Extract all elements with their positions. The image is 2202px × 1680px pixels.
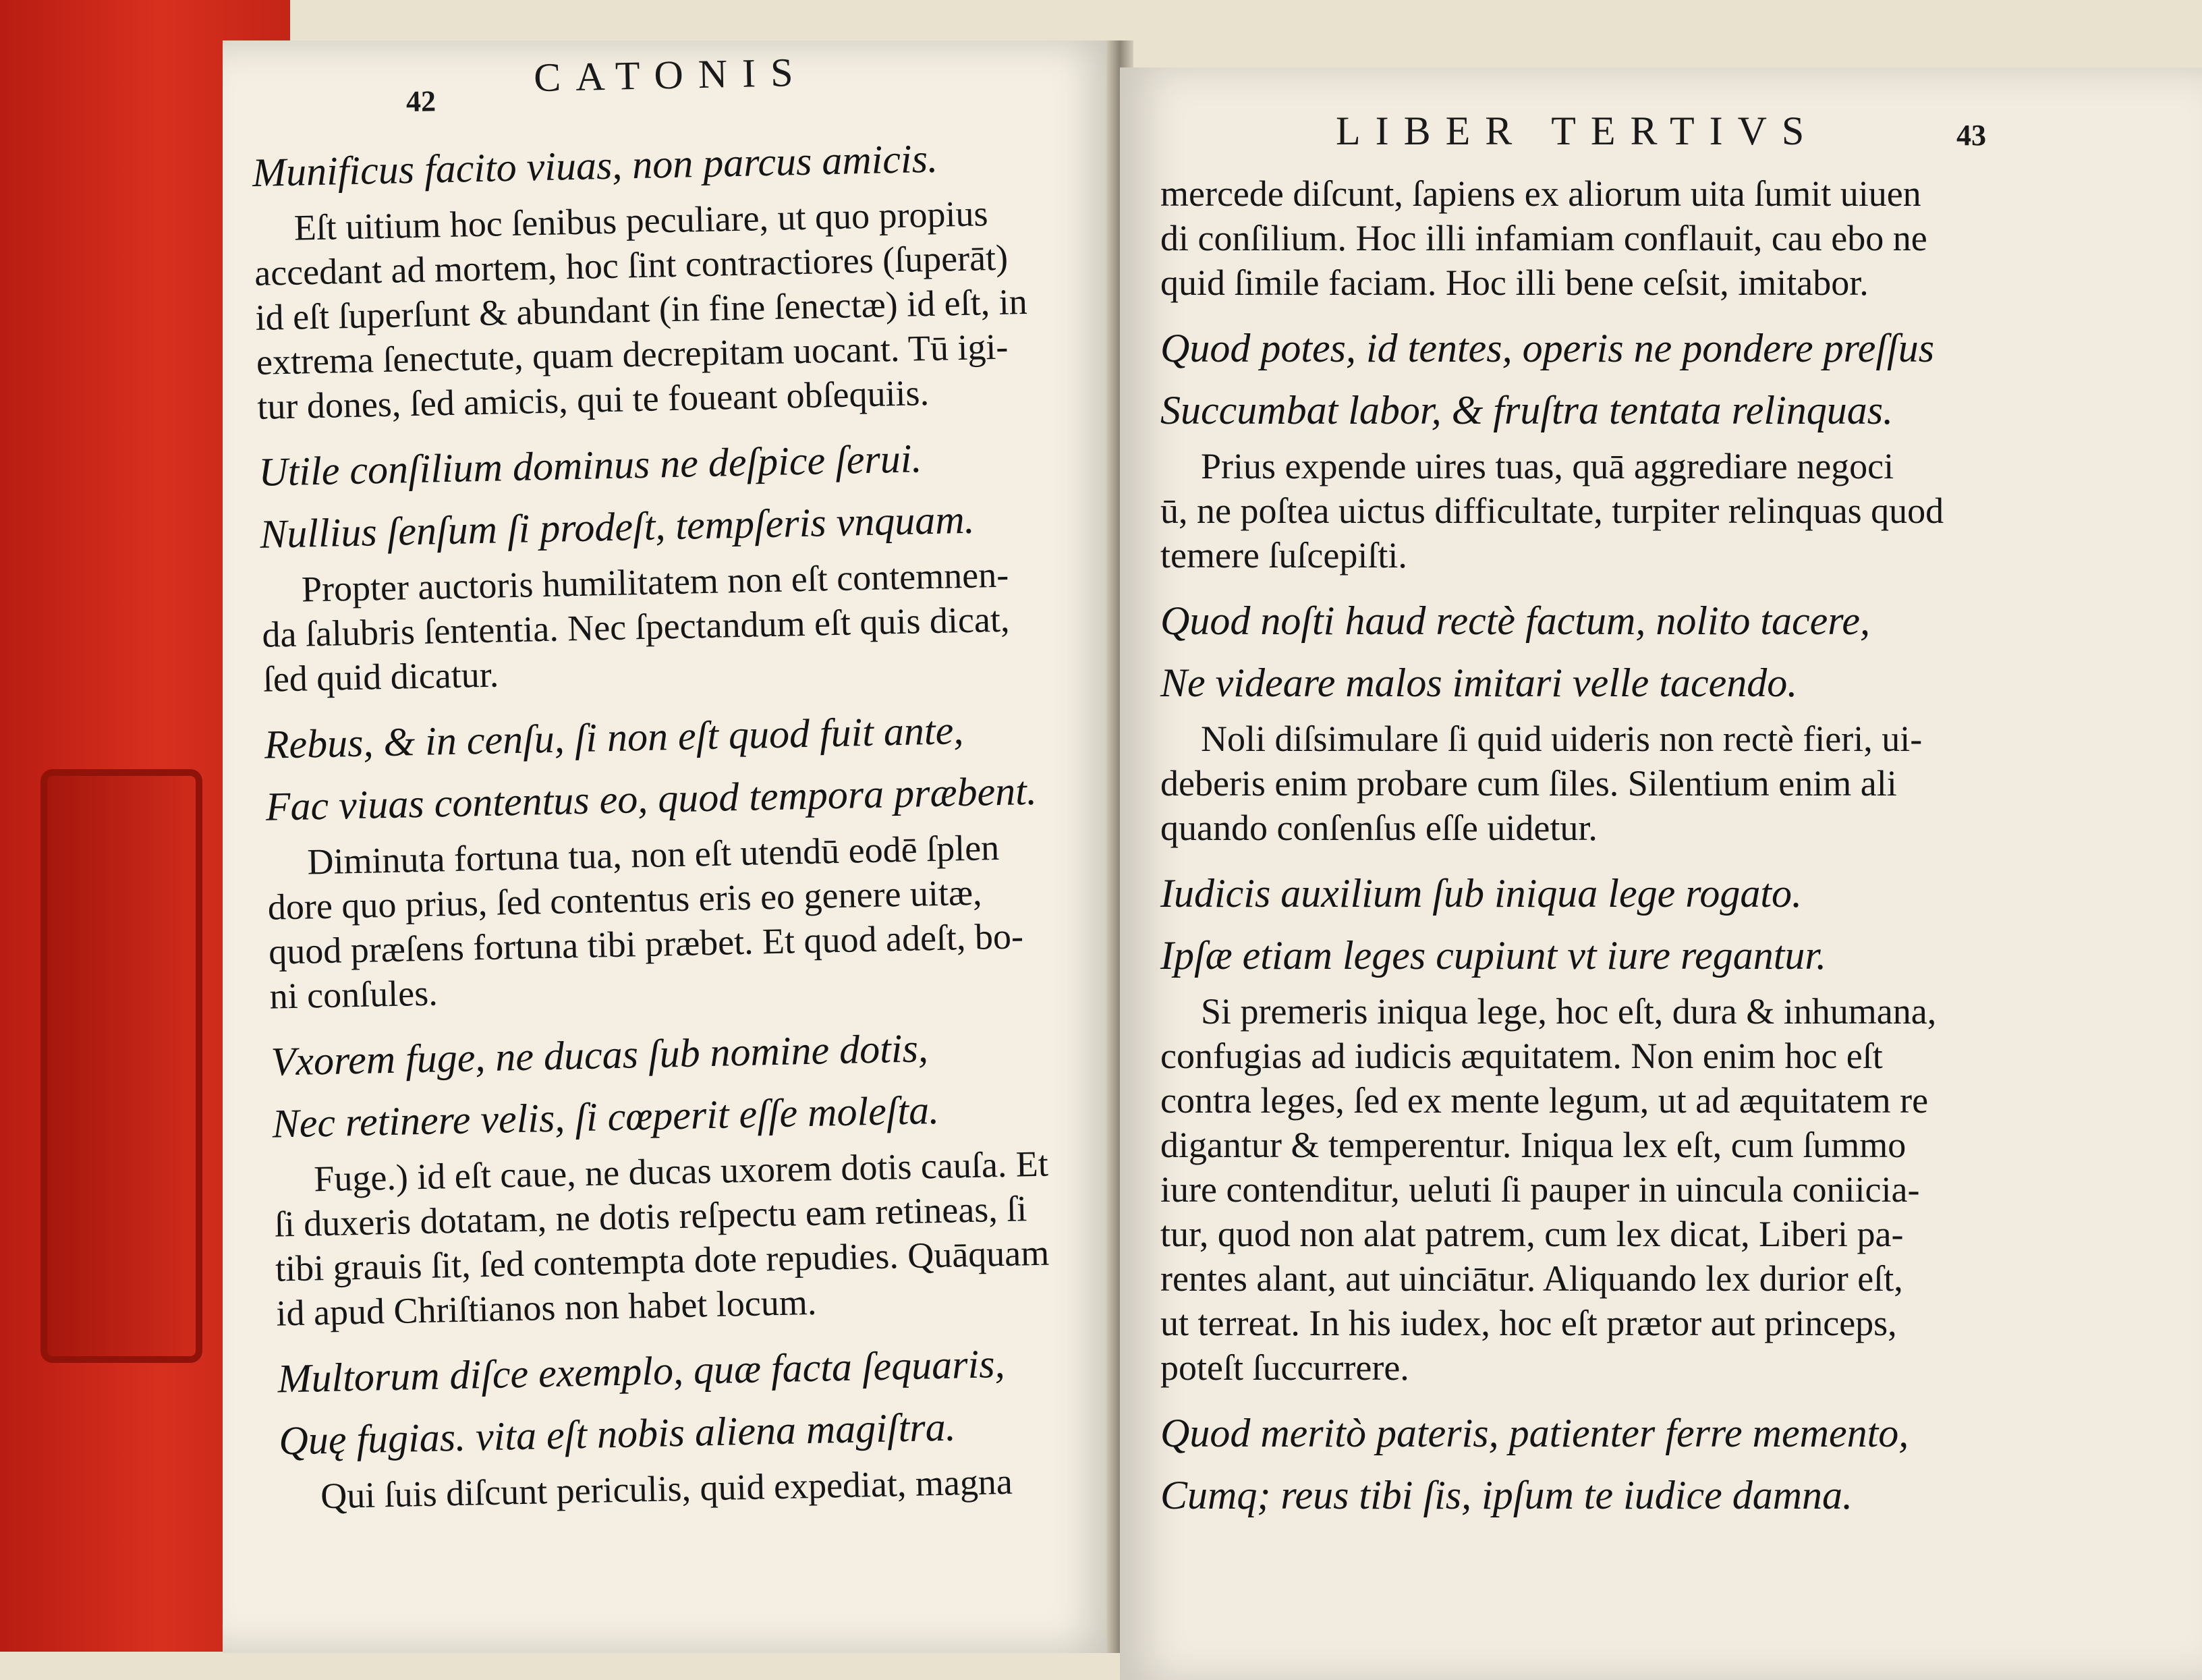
commentary-paragraph — [273, 1140, 1120, 1335]
running-head-right: LIBER TERTIVS — [1336, 109, 1819, 153]
commentary-line: Noli diſsimulare ſi quid uideris non rectè fieri, ui- — [1201, 719, 1923, 759]
commentary-line: poteſt ſuccurrere. — [1160, 1347, 1409, 1388]
commentary-line: tur, quod non alat patrem, cum lex dicat, Liberi pa- — [1160, 1214, 1904, 1254]
stand-slot — [40, 769, 202, 1363]
commentary-paragraph — [1160, 989, 2121, 1390]
commentary-line: tur dones, ſed amicis, qui te foueant obſequiis. — [256, 372, 930, 427]
commentary-line: mercede diſcunt, ſapiens ex aliorum uita ſumit uiuen — [1160, 173, 1921, 214]
right-page-body — [1160, 171, 2121, 1526]
commentary-line: di conſilium. Hoc illi infamiam conflauit, cau ebo ne — [1160, 218, 1927, 258]
verse-line: Ne videare malos imitari velle tacendo. — [1160, 661, 1798, 705]
verse-line: Munificus facito viuas, non parcus amicis. — [252, 136, 938, 195]
verse-line: Quod meritò pateris, patienter ferre memento, — [1160, 1411, 1909, 1455]
commentary-line: tibi grauis ſit, ſed contempta dote repudies. Quāquam — [275, 1232, 1050, 1289]
verse-line: Multorum diſce exemplo, quæ facta ſequaris, — [277, 1341, 1006, 1401]
verse-line: Nec retinere velis, ſi cœperit eſſe moleſta. — [271, 1087, 940, 1146]
commentary-line: contra leges, ſed ex mente legum, ut ad æquitatem re — [1160, 1080, 1929, 1121]
verse-line: Nullius ſenſum ſi prodeſt, tempſeris vnquam. — [259, 497, 976, 557]
commentary-line: rentes alant, aut uinciātur. Aliquando lex durior eſt, — [1160, 1258, 1903, 1299]
left-page-body — [252, 124, 1123, 1519]
commentary-paragraph — [1160, 717, 2121, 850]
right-page-header — [1160, 67, 2121, 169]
commentary-line: Si premeris iniqua lege, hoc eſt, dura & inhumana, — [1201, 991, 1937, 1032]
commentary-line: accedant ad mortem, hoc ſint contractiores (ſuperāt) — [254, 237, 1009, 293]
left-page — [223, 40, 1120, 1653]
commentary-paragraph — [1160, 444, 2121, 578]
verse-line: Vxorem fuge, ne ducas ſub nomine dotis, — [271, 1026, 929, 1084]
commentary-line: Eſt uitium hoc ſenibus peculiare, ut quo propius — [293, 193, 989, 248]
commentary-line: deberis enim probare cum ſiles. Silentium enim ali — [1160, 763, 1897, 804]
verse-line: Quod potes, id tentes, operis ne pondere preſſus — [1160, 326, 1935, 370]
commentary-paragraph — [266, 823, 1113, 1019]
page-number-right: 43 — [1956, 119, 1986, 152]
left-page-header — [250, 23, 1095, 142]
commentary-paragraph — [1160, 171, 2121, 305]
commentary-line: dore quo prius, ſed contentus eris eo genere uitæ, — [267, 872, 983, 928]
commentary-paragraph — [253, 189, 1101, 429]
running-head-left: CATONIS — [533, 49, 809, 101]
right-page — [1120, 67, 2202, 1680]
verse-line: Utile conſilium dominus ne deſpice ſerui. — [258, 436, 923, 495]
commentary-line: ſi duxeris dotatam, ne dotis reſpectu eam retineas, ſi — [274, 1188, 1027, 1245]
verse-line: Quod noſti haud rectè factum, nolito tacere, — [1160, 598, 1871, 643]
commentary-line: iure contenditur, ueluti ſi pauper in uincula coniicia- — [1160, 1169, 1920, 1210]
verse-line: Cumq; reus tibi ſis, ipſum te iudice damna. — [1160, 1473, 1853, 1517]
verse-line: Rebus, & in cenſu, ſi non eſt quod fuit ante, — [264, 708, 964, 767]
commentary-paragraph — [260, 551, 1106, 702]
commentary-line: Fuge.) id eſt caue, ne ducas uxorem dotis cauſa. Et — [313, 1143, 1049, 1200]
commentary-line: confugias ad iudicis æquitatem. Non enim hoc eſt — [1160, 1036, 1883, 1076]
commentary-line: Prius expende uires tuas, quā aggrediare negoci — [1201, 446, 1894, 486]
commentary-line: extrema ſenectute, quam decrepitam uocant. Tū igi- — [256, 326, 1009, 383]
commentary-line: da ſalubris ſententia. Nec ſpectandum eſt quis dicat, — [261, 598, 1010, 655]
verse-line: Quę fugias. vita eſt nobis aliena magiſtra. — [278, 1404, 957, 1463]
commentary-line: quid ſimile faciam. Hoc illi bene ceſsit, imitabor. — [1160, 262, 1869, 303]
verse-line: Iudicis auxilium ſub iniqua lege rogato. — [1160, 871, 1803, 916]
commentary-line: Diminuta fortuna tua, non eſt utendū eodē ſplen — [306, 827, 1000, 883]
commentary-line: ni conſules. — [269, 972, 439, 1017]
commentary-line: Propter auctoris humilitatem non eſt contemnen- — [301, 554, 1009, 610]
verse-line: Succumbat labor, & fruſtra tentata relinquas. — [1160, 388, 1894, 432]
commentary-line: digantur & temperentur. Iniqua lex eſt, cum ſummo — [1160, 1125, 1907, 1165]
page-number-left: 42 — [405, 84, 436, 119]
commentary-line: ſed quid dicatur. — [262, 654, 499, 700]
commentary-line: quod præſens fortuna tibi præbet. Et quod adeſt, bo- — [268, 916, 1024, 972]
verse-line: Ipſæ etiam leges cupiunt vt iure regantur. — [1160, 933, 1827, 978]
commentary-line: id eſt ſuperſunt & abundant (in fine ſenectæ) id eſt, in — [254, 281, 1028, 338]
commentary-line: ū, ne poſtea uictus difficultate, turpiter relinquas quod — [1160, 491, 1944, 531]
commentary-line: temere ſuſcepiſti. — [1160, 535, 1407, 576]
commentary-line: quando conſenſus eſſe uidetur. — [1160, 808, 1598, 848]
commentary-line: Qui ſuis diſcunt periculis, quid expediat, magna — [320, 1461, 1013, 1517]
commentary-line: ut terreat. In his iudex, hoc eſt prætor aut princeps, — [1160, 1303, 1897, 1343]
commentary-line: id apud Chriſtianos non habet locum. — [275, 1281, 817, 1334]
verse-line: Fac viuas contentus eo, quod tempora præbent. — [265, 768, 1038, 829]
